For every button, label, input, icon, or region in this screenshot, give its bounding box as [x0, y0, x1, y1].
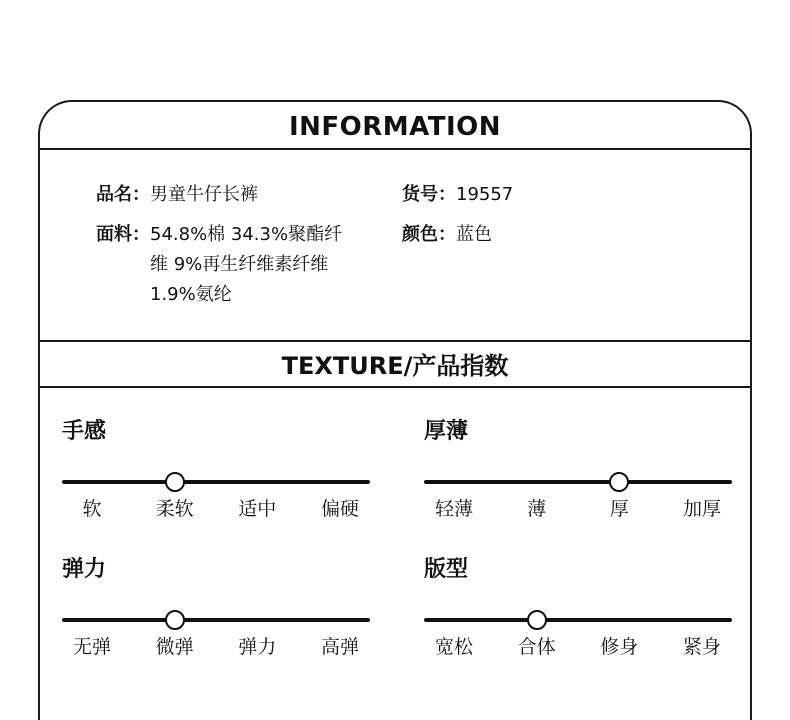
- scale-track: [62, 618, 370, 622]
- divider: [40, 148, 750, 150]
- fabric-field: [96, 220, 350, 310]
- scale-track: [424, 618, 732, 622]
- information-title: INFORMATION: [288, 112, 502, 142]
- color-key: 颜色：: [402, 224, 456, 245]
- divider: [40, 386, 750, 388]
- product-name-key: 品名：: [96, 184, 150, 205]
- color-field: [402, 220, 492, 250]
- scale-option: 宽松: [434, 636, 473, 658]
- scale-option: 无弹: [72, 636, 111, 658]
- texture-title: TEXTURE/产品指数: [281, 352, 509, 380]
- product-name-value: 男童牛仔长裤: [150, 184, 258, 205]
- scale-knob: [165, 610, 185, 630]
- scale-track: [62, 480, 370, 484]
- scale-option: 合体: [517, 636, 556, 658]
- scale-option: 修身: [600, 636, 639, 658]
- scale-knob: [527, 610, 547, 630]
- sku-key: 货号：: [402, 184, 456, 205]
- fabric-key: 面料：: [96, 224, 150, 245]
- scale-option: 适中: [238, 498, 277, 520]
- scale-option: 薄: [527, 498, 547, 520]
- scale-option: 偏硬: [320, 498, 359, 520]
- scale-option: 柔软: [155, 498, 194, 520]
- scale-track: [424, 480, 732, 484]
- scale-option: 加厚: [682, 498, 721, 520]
- scale-knob: [609, 472, 629, 492]
- scale-option: 弹力: [238, 636, 277, 658]
- scale-knob: [165, 472, 185, 492]
- scale-option: 轻薄: [434, 498, 473, 520]
- divider: [40, 340, 750, 342]
- sku-field: [402, 180, 513, 210]
- scale-label: 弹力: [62, 557, 107, 582]
- scale-label: 手感: [62, 419, 107, 444]
- sku-value: 19557: [456, 184, 514, 205]
- scale-option: 紧身: [682, 636, 721, 658]
- product-name-field: [96, 180, 258, 210]
- scale-label: 版型: [424, 557, 469, 582]
- scale-option: 厚: [609, 498, 629, 520]
- scale-option: 高弹: [320, 636, 359, 658]
- info-card: [38, 100, 752, 720]
- scale-option: 软: [82, 498, 102, 520]
- fabric-value: 54.8%棉 34.3%聚酯纤维 9%再生纤维素纤维 1.9%氨纶: [150, 224, 343, 305]
- scale-label: 厚薄: [424, 419, 469, 444]
- color-value: 蓝色: [456, 224, 492, 245]
- scale-option: 微弹: [155, 636, 194, 658]
